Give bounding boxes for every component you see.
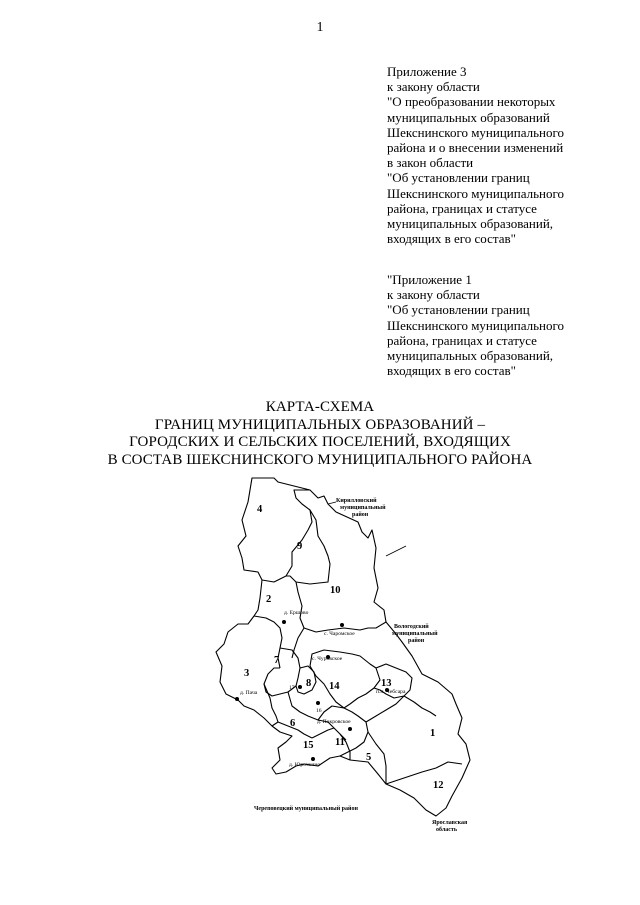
border-2-10: [292, 582, 304, 658]
appendix-line: входящих в его состав": [387, 363, 516, 379]
neighbor-label-kirillov: Кирилловский: [336, 498, 377, 504]
border-5-1: [366, 696, 436, 722]
region-number-5: 5: [366, 752, 372, 763]
appendix-line: района, границах и статусе: [387, 332, 537, 348]
map-title-line: ГОРОДСКИХ И СЕЛЬСКИХ ПОСЕЛЕНИЙ, ВХОДЯЩИХ: [129, 434, 511, 450]
appendix-line: Шекснинского муниципального: [387, 185, 564, 201]
vologda-pointer: [386, 546, 406, 556]
neighbor-label-yaroslavl: Ярославская: [432, 820, 468, 826]
region-number-17: 17: [289, 685, 295, 691]
appendix-line: в закон области: [387, 155, 474, 171]
district-map: [200, 472, 490, 842]
border-4-9: [262, 490, 312, 582]
neighbor-label-cherepovets: Череповецкий муниципальный район: [254, 806, 358, 812]
region-number-1: 1: [430, 728, 436, 739]
map-title-line: КАРТА-СХЕМА: [265, 399, 375, 415]
kirillov-pointer: [328, 502, 336, 504]
appendix-line: к закону области: [387, 287, 480, 303]
appendix-line: "Об установлении границ: [387, 170, 530, 186]
region-number-2: 2: [266, 594, 272, 605]
region-number-14: 14: [329, 681, 340, 692]
map-title: [0, 399, 640, 469]
appendix-line: района, границах и статусе: [387, 200, 537, 216]
border-15-11: [312, 728, 334, 738]
neighbor-label-kirillov: муниципальный: [340, 505, 386, 511]
settlement-dot: [282, 620, 286, 624]
region-number-12: 12: [433, 780, 444, 791]
region-number-6: 6: [290, 718, 296, 729]
appendix-3-block: [387, 64, 627, 246]
settlement-dot: [298, 685, 302, 689]
map-title-line: В СОСТАВ ШЕКСНИНСКОГО МУНИЦИПАЛЬНОГО РАЙОНА: [107, 451, 533, 468]
page-number: 1: [316, 20, 324, 35]
settlement-label-nikolskoe: д. Покровское: [317, 719, 351, 725]
region-number-16: 16: [316, 708, 322, 714]
settlement-label-ershovo: д. Ершово: [284, 610, 309, 616]
appendix-line: "Приложение 1: [387, 272, 472, 287]
neighbor-label-vologda: муниципальный: [392, 631, 438, 637]
neighbor-label-yaroslavl: область: [436, 827, 457, 833]
region-number-10: 10: [330, 585, 341, 596]
settlement-dot: [311, 757, 315, 761]
appendix-line: муниципальных образований: [387, 109, 550, 125]
settlement-label-chebsara: п.п. Чебсара: [376, 689, 406, 695]
settlement-dot: [348, 727, 352, 731]
border-6-16: [288, 692, 346, 740]
region-number-11: 11: [335, 737, 345, 748]
region-number-3: 3: [244, 668, 250, 679]
appendix-line: Шекснинского муниципального: [387, 124, 564, 140]
settlement-dot: [235, 697, 239, 701]
region-number-13: 13: [381, 678, 392, 689]
appendix-1-block: [387, 272, 627, 378]
region-number-4: 4: [257, 504, 263, 515]
appendix-line: "О преобразовании некоторых: [387, 94, 556, 110]
settlement-label-pacha: д. Пача: [240, 690, 258, 696]
map-title-line: ГРАНИЦ МУНИЦИПАЛЬНЫХ ОБРАЗОВАНИЙ –: [154, 416, 486, 433]
settlement-label-yurochkino: д. Юрочкино: [289, 762, 321, 768]
settlement-label-churovskoe: с. Чуровское: [312, 656, 343, 662]
appendix-line: к закону области: [387, 79, 480, 95]
neighbor-label-vologda: район: [408, 638, 425, 644]
neighbor-label-kirillov: район: [352, 512, 369, 518]
district-outer-boundary: [216, 478, 470, 816]
border-1-12: [386, 762, 462, 784]
neighbor-label-vologda: Вологодский: [394, 624, 429, 630]
appendix-line: входящих в его состав": [387, 231, 516, 247]
appendix-line: Шекснинского муниципального: [387, 317, 564, 333]
appendix-line: Приложение 3: [387, 64, 467, 79]
settlement-dot: [340, 623, 344, 627]
region-number-15: 15: [303, 740, 314, 751]
region-number-9: 9: [297, 541, 303, 552]
region-number-8: 8: [306, 678, 312, 689]
region-number-7: 7: [274, 655, 280, 666]
appendix-line: района и о внесении изменений: [387, 140, 564, 156]
appendix-line: "Об установлении границ: [387, 302, 530, 318]
border-9-10: [286, 510, 330, 584]
appendix-line: муниципальных образований,: [387, 348, 554, 364]
border-7: [264, 648, 300, 696]
settlement-dot: [316, 701, 320, 705]
appendix-line: муниципальных образований,: [387, 216, 554, 232]
settlement-label-charomskoe: с. Чаромское: [324, 631, 355, 637]
